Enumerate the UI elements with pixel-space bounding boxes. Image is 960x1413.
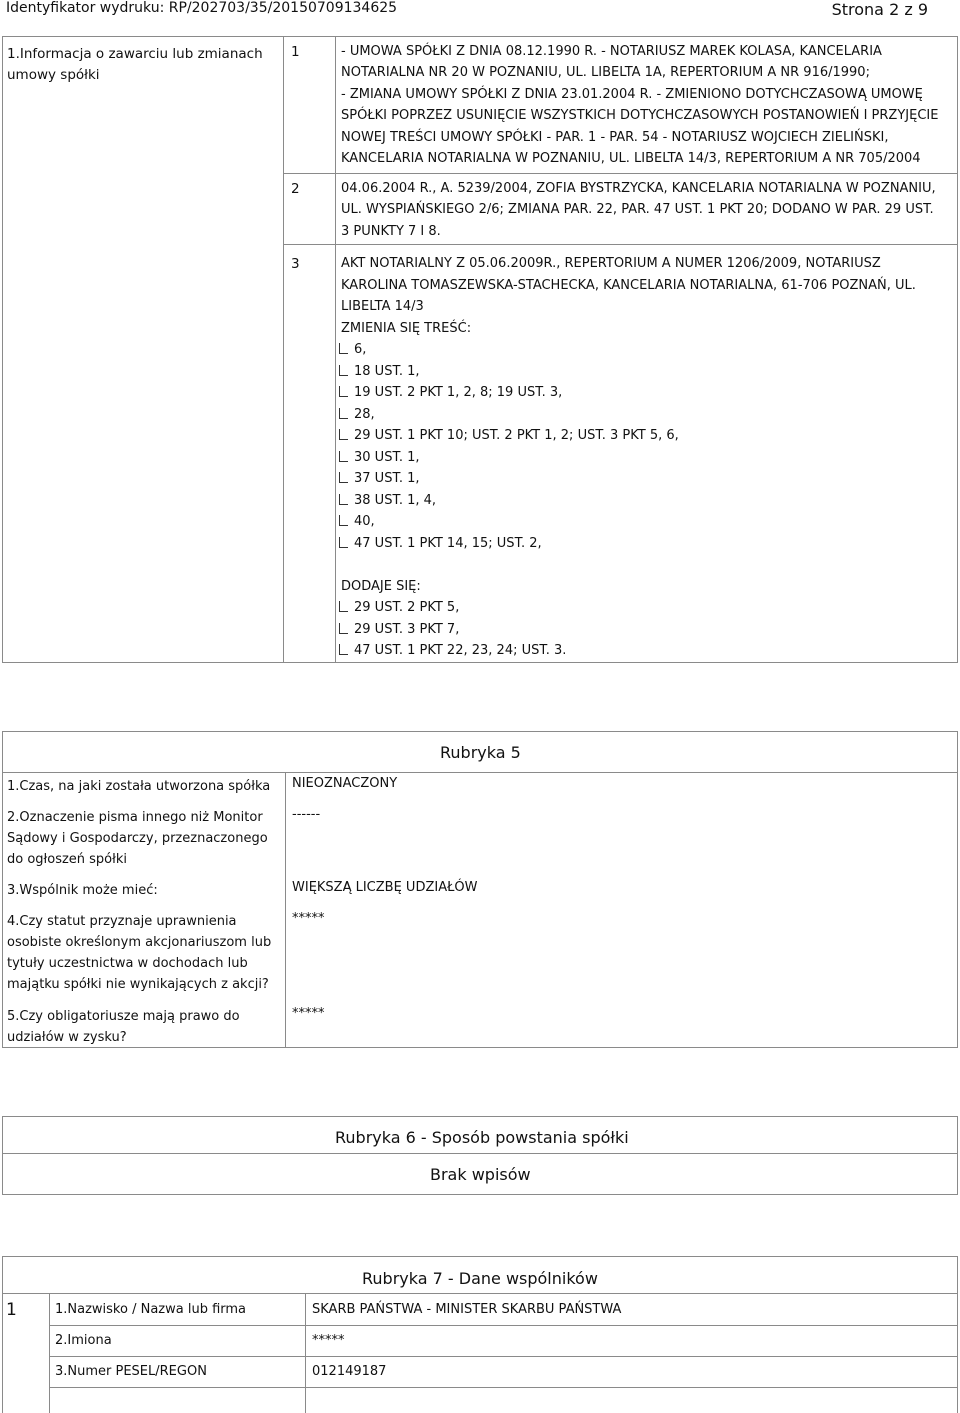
table-border [957, 1116, 958, 1195]
added-item [339, 622, 459, 638]
added-item-text: 47 UST. 1 PKT 22, 23, 24; UST. 3. [354, 643, 567, 658]
table-border [2, 36, 3, 663]
rubryka7-title: Rubryka 7 - Dane wspólników [362, 1269, 598, 1288]
entry-line: 3 PUNKTY 7 I 8. [341, 224, 441, 239]
table-divider [283, 36, 284, 663]
field-label: 4.Czy statut przyznaje uprawnienia osobiste określonym akcjonariuszom lub tytuły uczestnictwa w dochodach lub majątku spółki nie wynikających z akcji? [7, 914, 272, 992]
entry-line: - ZMIANA UMOWY SPÓŁKI Z DNIA 23.01.2004 R. - ZMIENIONO DOTYCHCZASOWĄ UMOWĘ [341, 87, 923, 102]
row-divider [49, 1356, 958, 1357]
list-marker [339, 494, 348, 505]
changed-item [339, 493, 436, 509]
entry-line: NOWEJ TREŚCI UMOWY SPÓŁKI - PAR. 1 - PAR. 54 - NOTARIUSZ WOJCIECH ZIELIŃSKI, [341, 130, 889, 145]
list-marker [339, 429, 348, 440]
column-divider [285, 772, 286, 1048]
entry-line: AKT NOTARIALNY Z 05.06.2009R., REPERTORIUM A NUMER 1206/2009, NOTARIUSZ [341, 256, 881, 271]
table-border [2, 1256, 3, 1413]
table-border [957, 36, 958, 663]
added-label: DODAJE SIĘ: [341, 579, 421, 594]
page-number: Strona 2 z 9 [831, 0, 928, 19]
changed-item-text: 28, [354, 407, 375, 422]
rubryka5-title: Rubryka 5 [440, 743, 521, 762]
changed-item-text: 19 UST. 2 PKT 1, 2, 8; 19 UST. 3, [354, 385, 563, 400]
print-identifier: Identyfikator wydruku: RP/202703/35/20150709134625 [6, 0, 398, 16]
entry-line: KANCELARIA NOTARIALNA W POZNANIU, UL. LIBELTA 14/3, REPERTORIUM A NR 705/2004 [341, 151, 921, 166]
column-divider [49, 1293, 50, 1413]
field-label: 5.Czy obligatoriusze mają prawo do udziałów w zysku? [7, 1009, 240, 1045]
table-border [2, 36, 958, 37]
list-marker [339, 601, 348, 612]
table-divider [335, 36, 336, 663]
row-divider [283, 244, 958, 245]
changed-item [339, 450, 420, 466]
table-border [2, 731, 958, 732]
rubryka6-note: Brak wpisów [430, 1165, 531, 1184]
row-divider [49, 1387, 958, 1388]
changed-item [339, 471, 420, 487]
row-divider [283, 173, 958, 174]
table-border [2, 1194, 958, 1195]
field-value: ***** [292, 1006, 325, 1021]
list-marker [339, 515, 348, 526]
changed-item-text: 38 UST. 1, 4, [354, 493, 437, 508]
table-border [957, 731, 958, 1048]
changed-item-text: 40, [354, 514, 375, 529]
field-label: 1.Nazwisko / Nazwa lub firma [55, 1302, 247, 1317]
changed-item [339, 385, 562, 401]
field-value: ***** [312, 1333, 345, 1348]
field-label: 3.Numer PESEL/REGON [55, 1364, 207, 1379]
changed-item [339, 428, 679, 444]
field-label: 1.Czas, na jaki została utworzona spółka [7, 779, 271, 794]
table-border [2, 731, 3, 1048]
changed-item [339, 407, 375, 423]
changed-item-text: 30 UST. 1, [354, 450, 420, 465]
table-border [2, 1116, 958, 1117]
row-divider [2, 772, 958, 773]
column-divider [305, 1293, 306, 1413]
entry-line: KAROLINA TOMASZEWSKA-STACHECKA, KANCELARIA NOTARIALNA, 61-706 POZNAŃ, UL. [341, 278, 916, 293]
list-marker [339, 343, 348, 354]
table-border [2, 1256, 958, 1257]
list-marker [339, 451, 348, 462]
field-value: 012149187 [312, 1364, 387, 1379]
entry-line: 04.06.2004 R., A. 5239/2004, ZOFIA BYSTRZYCKA, KANCELARIA NOTARIALNA W POZNANIU, [341, 181, 936, 196]
entry-line: UL. WYSPIAŃSKIEGO 2/6; ZMIANA PAR. 22, PAR. 47 UST. 1 PKT 20; DODANO W PAR. 29 UST. [341, 202, 934, 217]
added-item [339, 643, 566, 659]
field-label: 2.Oznaczenie pisma innego niż Monitor Sądowy i Gospodarczy, przeznaczonego do ogłoszeń spółki [7, 810, 268, 867]
entry-number: 3 [291, 256, 300, 272]
table-border [2, 662, 958, 663]
row-divider [2, 1153, 958, 1154]
entry-number: 1 [291, 44, 300, 60]
list-marker [339, 623, 348, 634]
entry-number: 2 [291, 181, 300, 197]
changed-item-text: 47 UST. 1 PKT 14, 15; UST. 2, [354, 536, 542, 551]
entry-line: LIBELTA 14/3 [341, 299, 424, 314]
entry-line: - UMOWA SPÓŁKI Z DNIA 08.12.1990 R. - NOTARIUSZ MAREK KOLASA, KANCELARIA [341, 44, 882, 59]
changed-item [339, 514, 375, 530]
rubryka6-title: Rubryka 6 - Sposób powstania spółki [335, 1128, 629, 1147]
entry-line: SPÓŁKI POPRZEZ USUNIĘCIE WSZYSTKICH DOTYCHCZASOWYCH POSTANOWIEŃ I PRZYJĘCIE [341, 108, 939, 123]
changed-item [339, 536, 542, 552]
field-value: ------ [292, 807, 321, 822]
print-header [0, 0, 960, 18]
row-divider [2, 1293, 958, 1294]
section1-label: 1.Informacja o zawarciu lub zmianach umowy spółki [7, 46, 263, 83]
field-value: NIEOZNACZONY [292, 776, 398, 791]
added-item [339, 600, 459, 616]
added-item-text: 29 UST. 2 PKT 5, [354, 600, 460, 615]
field-label: 3.Wspólnik może mieć: [7, 883, 158, 898]
table-border [957, 1256, 958, 1413]
field-value: SKARB PAŃSTWA - MINISTER SKARBU PAŃSTWA [312, 1302, 622, 1317]
changed-item [339, 342, 366, 358]
list-marker [339, 365, 348, 376]
changed-item-text: 29 UST. 1 PKT 10; UST. 2 PKT 1, 2; UST. 3 PKT 5, 6, [354, 428, 679, 443]
field-value: WIĘKSZĄ LICZBĘ UDZIAŁÓW [292, 880, 478, 895]
list-marker [339, 386, 348, 397]
list-marker [339, 644, 348, 655]
field-label: 2.Imiona [55, 1333, 112, 1348]
entry-line: ZMIENIA SIĘ TREŚĆ: [341, 321, 472, 336]
changed-item [339, 364, 420, 380]
changed-item-text: 18 UST. 1, [354, 364, 420, 379]
list-marker [339, 408, 348, 419]
entry-line: NOTARIALNA NR 20 W POZNANIU, UL. LIBELTA 1A, REPERTORIUM A NR 916/1990; [341, 65, 870, 80]
entry-number: 1 [6, 1300, 17, 1320]
row-divider [49, 1325, 958, 1326]
added-item-text: 29 UST. 3 PKT 7, [354, 622, 460, 637]
table-border [2, 1116, 3, 1195]
list-marker [339, 472, 348, 483]
field-value: ***** [292, 911, 325, 926]
list-marker [339, 537, 348, 548]
changed-item-text: 6, [354, 342, 367, 357]
changed-item-text: 37 UST. 1, [354, 471, 420, 486]
